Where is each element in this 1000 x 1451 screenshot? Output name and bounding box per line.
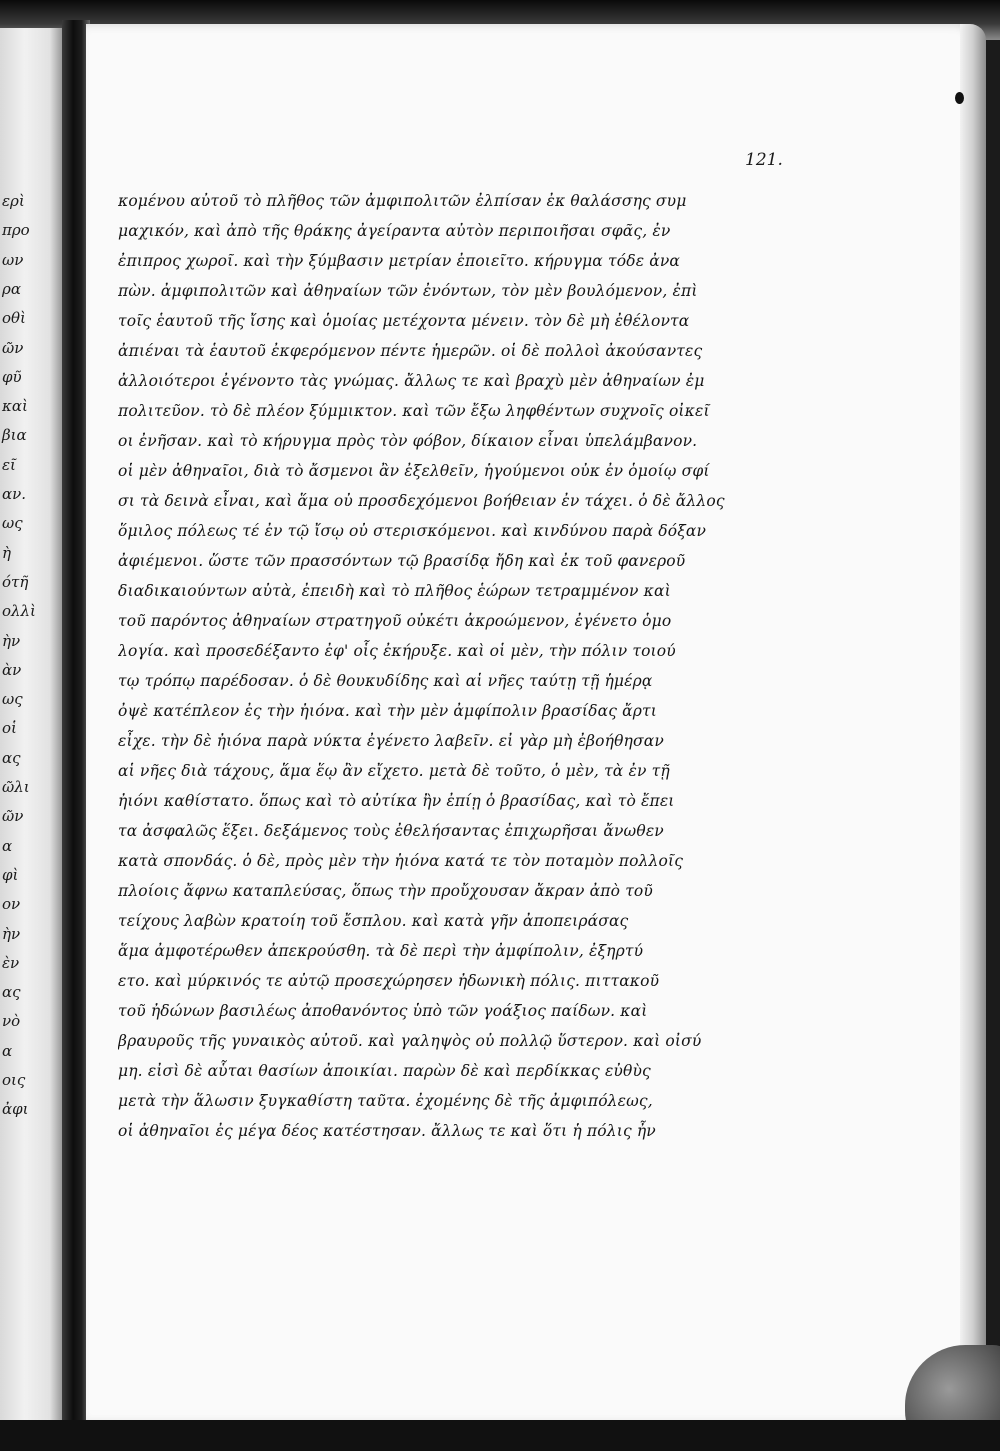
folio-number: 121. bbox=[745, 150, 783, 170]
manuscript-line: εἶχε. τὴν δὲ ἠιόνα παρὰ νύκτα ἐγένετο λαβεῖν. εἰ γὰρ μὴ ἐβοήθησαν bbox=[118, 732, 664, 750]
manuscript-line: ἅμα ἀμφοτέρωθεν ἀπεκρούσθη. τὰ δὲ περὶ τὴν ἀμφίπολιν, ἐξηρτύ bbox=[118, 942, 644, 960]
left-page-text-fragment: ως bbox=[2, 690, 23, 709]
manuscript-line: μαχικόν, καὶ ἀπὸ τῆς θράκης ἀγείραντα αὐτὸν περιποιῆσαι σφᾶς, ἐν bbox=[118, 222, 671, 240]
left-page-text-fragment: ῶλι bbox=[2, 778, 30, 796]
left-page-text-fragment: εῖ bbox=[2, 455, 16, 474]
left-page-text-fragment: ερὶ bbox=[2, 192, 25, 210]
left-page-text-fragment: οθὶ bbox=[2, 309, 26, 328]
manuscript-line: ἠιόνι καθίστατο. ὅπως καὶ τὸ αὐτίκα ἢν ἐπίῃ ὁ βρασίδας, καὶ τὸ ἔπει bbox=[118, 792, 675, 810]
left-page-text-fragment: καὶ bbox=[2, 397, 28, 416]
manuscript-line: ἐπιπρος χωροῖ. καὶ τὴν ξύμβασιν μετρίαν ἐποιεῖτο. κήρυγμα τόδε ἀνα bbox=[118, 252, 681, 270]
manuscript-line: βραυροῦς τῆς γυναικὸς αὐτοῦ. καὶ γαληψὸς οὐ πολλῷ ὕστερον. καὶ οἰσύ bbox=[118, 1032, 702, 1050]
manuscript-line: λογία. καὶ προσεδέξαντο ἐφ' οἷς ἐκήρυξε. καὶ οἱ μὲν, τὴν πόλιν τοιού bbox=[118, 642, 676, 660]
page-edge bbox=[960, 24, 986, 1424]
manuscript-line: πὼν. ἀμφιπολιτῶν καὶ ἀθηναίων τῶν ἐνόντων, τὸν μὲν βουλόμενον, ἐπὶ bbox=[118, 282, 698, 300]
left-page-text-fragment: ων bbox=[2, 250, 24, 269]
left-page-text-fragment: οις bbox=[2, 1071, 26, 1089]
manuscript-line: τῳ τρόπῳ παρέδοσαν. ὁ δὲ θουκυδίδης καὶ αἱ νῆες ταύτῃ τῇ ἡμέρᾳ bbox=[118, 672, 653, 690]
facing-page-left bbox=[0, 28, 64, 1428]
ink-spot-icon bbox=[955, 92, 964, 104]
manuscript-line: ετο. καὶ μύρκινός τε αὐτῷ προσεχώρησεν ἠδωνικὴ πόλις. πιττακοῦ bbox=[118, 972, 660, 990]
manuscript-line: τοῦ παρόντος ἀθηναίων στρατηγοῦ οὐκέτι ἀκροώμενον, ἐγένετο ὁμο bbox=[118, 612, 672, 630]
left-page-text-fragment: ἀφι bbox=[2, 1100, 29, 1119]
left-page-text-fragment: οἱ bbox=[2, 719, 17, 738]
manuscript-line: τείχους λαβὼν κρατοίη τοῦ ἔσπλου. καὶ κατὰ γῆν ἀποπειράσας bbox=[118, 912, 629, 930]
left-page-text-fragment: ρα bbox=[2, 279, 21, 298]
manuscript-line: ἀφιέμενοι. ὥστε τῶν πρασσόντων τῷ βρασίδᾳ ἤδη καὶ ἐκ τοῦ φανεροῦ bbox=[118, 552, 686, 570]
left-page-text-fragment: ὰν bbox=[2, 660, 22, 679]
left-page-text-fragment: ὲν bbox=[2, 953, 20, 972]
left-page-text-fragment: ολλὶ bbox=[2, 602, 36, 621]
left-page-text-fragment: α bbox=[2, 836, 13, 855]
left-page-text-fragment: ῶν bbox=[2, 338, 24, 357]
manuscript-line: ἀπιέναι τὰ ἑαυτοῦ ἐκφερόμενον πέντε ἡμερῶν. οἱ δὲ πολλοὶ ἀκούσαντες bbox=[118, 342, 703, 360]
manuscript-line: μη. εἰσὶ δὲ αὗται θασίων ἀποικίαι. παρὼν δὲ καὶ περδίκκας εὐθὺς bbox=[118, 1062, 651, 1080]
left-page-text-fragment: ὴ bbox=[2, 543, 11, 562]
manuscript-line: ὀψὲ κατέπλεον ἐς τὴν ἠιόνα. καὶ τὴν μὲν ἀμφίπολιν βρασίδας ἄρτι bbox=[118, 702, 657, 720]
manuscript-line: σι τὰ δεινὰ εἶναι, καὶ ἅμα οὐ προσδεχόμενοι βοήθειαν ἐν τάχει. ὁ δὲ ἄλλος bbox=[118, 492, 725, 510]
left-page-text-fragment: ως bbox=[2, 514, 23, 533]
left-page-text-fragment: ας bbox=[2, 748, 21, 767]
manuscript-line: οι ἐνῆσαν. καὶ τὸ κήρυγμα πρὸς τὸν φόβον, δίκαιον εἶναι ὑπελάμβανον. bbox=[118, 432, 698, 450]
manuscript-line: οἱ μὲν ἀθηναῖοι, διὰ τὸ ἄσμενοι ἂν ἐξελθεῖν, ἡγούμενοι οὐκ ἐν ὁμοίῳ σφί bbox=[118, 462, 710, 480]
book-bottom-edge bbox=[0, 1420, 1000, 1451]
left-page-text-fragment: νὸ bbox=[2, 1012, 21, 1031]
left-page-text-fragment: βια bbox=[2, 426, 27, 445]
manuscript-line: πολιτεῦον. τὸ δὲ πλέον ξύμμικτον. καὶ τῶν ἔξω ληφθέντων συχνοῖς οἰκεῖ bbox=[118, 402, 710, 420]
manuscript-line: τοῖς ἑαυτοῦ τῆς ἴσης καὶ ὁμοίας μετέχοντα μένειν. τὸν δὲ μὴ ἐθέλοντα bbox=[118, 312, 690, 330]
manuscript-line: πλοίοις ἄφνω καταπλεύσας, ὅπως τὴν προὔχουσαν ἄκραν ἀπὸ τοῦ bbox=[118, 882, 653, 900]
left-page-text-fragment: αν. bbox=[2, 485, 27, 503]
left-page-text-fragment: φῦ bbox=[2, 367, 22, 386]
manuscript-line: διαδικαιούντων αὐτὰ, ἐπειδὴ καὶ τὸ πλῆθος ἑώρων τετραμμένον καὶ bbox=[118, 582, 671, 600]
manuscript-line: κομένου αὐτοῦ τὸ πλῆθος τῶν ἀμφιπολιτῶν ἐλπίσαν ἐκ θαλάσσης συμ bbox=[118, 192, 687, 210]
left-page-text-fragment: ον bbox=[2, 895, 21, 914]
left-page-text-fragment: α bbox=[2, 1041, 13, 1060]
left-page-text-fragment: ας bbox=[2, 983, 21, 1002]
manuscript-line: μετὰ τὴν ἅλωσιν ξυγκαθίστη ταῦτα. ἐχομένης δὲ τῆς ἀμφιπόλεως, bbox=[118, 1092, 653, 1110]
left-page-text-fragment: ὴν bbox=[2, 924, 21, 943]
left-page-text-fragment: φὶ bbox=[2, 865, 19, 884]
manuscript-line: τοῦ ἠδώνων βασιλέως ἀποθανόντος ὑπὸ τῶν γοάξιος παίδων. καὶ bbox=[118, 1002, 648, 1020]
manuscript-line: ἀλλοιότεροι ἐγένοντο τὰς γνώμας. ἄλλως τε καὶ βραχὺ μὲν ἀθηναίων ἐμ bbox=[118, 372, 705, 390]
manuscript-line: αἱ νῆες διὰ τάχους, ἅμα ἕῳ ἂν εἴχετο. μετὰ δὲ τοῦτο, ὁ μὲν, τὰ ἐν τῇ bbox=[118, 762, 670, 780]
left-page-text-fragment: ὴν bbox=[2, 631, 21, 650]
left-page-text-fragment: ότῆ bbox=[2, 572, 29, 591]
left-page-text-fragment: προ bbox=[2, 221, 30, 240]
manuscript-line: ὅμιλος πόλεως τέ ἐν τῷ ἴσῳ οὐ στερισκόμενοι. καὶ κινδύνου παρὰ δόξαν bbox=[118, 522, 707, 540]
left-page-text-fragment: ῶν bbox=[2, 807, 24, 826]
manuscript-line: οἱ ἀθηναῖοι ἐς μέγα δέος κατέστησαν. ἄλλως τε καὶ ὅτι ἡ πόλις ἦν bbox=[118, 1122, 656, 1140]
manuscript-line: κατὰ σπονδάς. ὁ δὲ, πρὸς μὲν τὴν ἠιόνα κατά τε τὸν ποταμὸν πολλοῖς bbox=[118, 852, 684, 870]
manuscript-line: τα ἀσφαλῶς ἕξει. δεξάμενος τοὺς ἐθελήσαντας ἐπιχωρῆσαι ἄνωθεν bbox=[118, 822, 664, 840]
